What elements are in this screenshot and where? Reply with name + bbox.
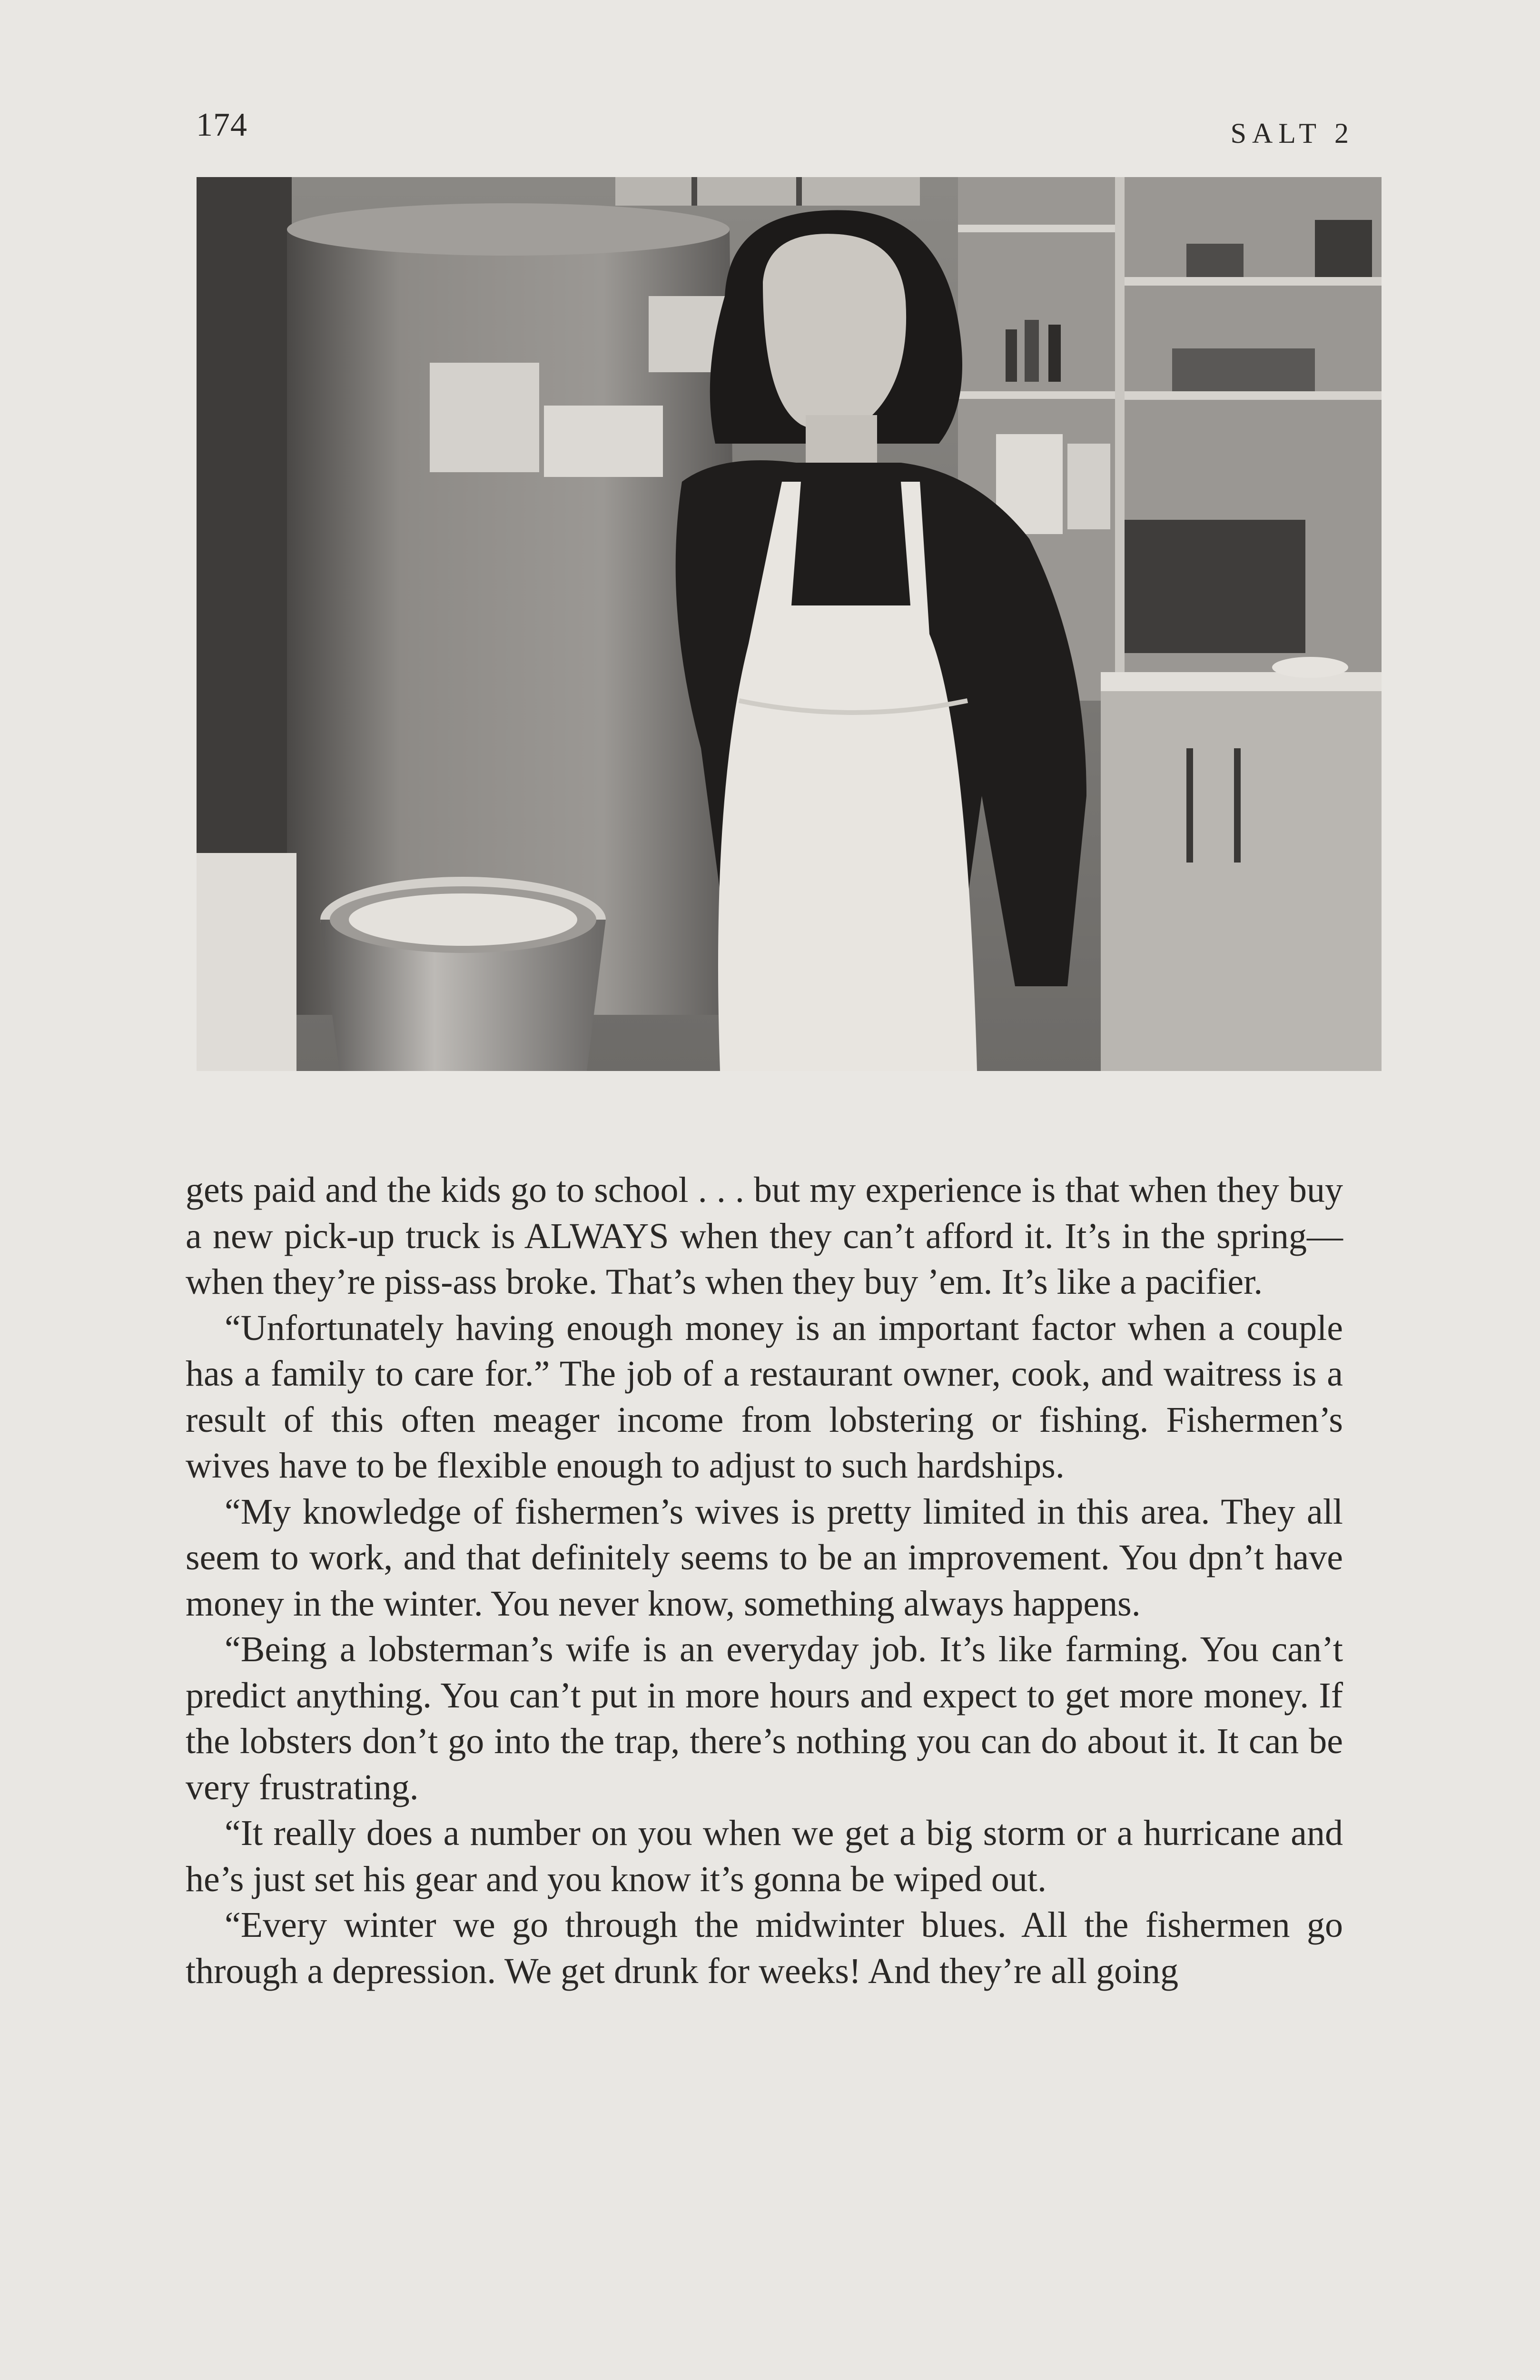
running-head: SALT 2 [1230, 118, 1354, 149]
body-text [186, 1167, 1343, 1994]
photograph-woman-in-apron-kitchen-icon [197, 177, 1382, 1071]
paragraph: “My knowledge of fishermen’s wives is pretty limited in this area. They all seem to work, and that definitely seems to be an improvement. You dpn’t have money in the winter. You never know, something always happens. [186, 1491, 1343, 1624]
paragraph: gets paid and the kids go to school . . . but my experience is that when they buy a new pick-up truck is ALWAYS when they can’t afford it. It’s in the spring—when they’re piss-ass broke. That’s when they buy ’em. It’s like a pacifier. [186, 1170, 1343, 1302]
paragraph: “Unfortunately having enough money is an important factor when a couple has a family to care for.” The job of a restaurant owner, cook, and waitress is a result of this often meager income from lobstering or fishing. Fishermen’s wives have to be flexible enough to adjust to such hardships. [186, 1308, 1343, 1486]
paragraph: “Every winter we go through the midwinter blues. All the fishermen go through a depression. We get drunk for weeks! And they’re all going [186, 1905, 1343, 1991]
paragraph: “It really does a number on you when we get a big storm or a hurricane and he’s just set his gear and you know it’s gonna be wiped out. [186, 1813, 1343, 1899]
paragraph: “Being a lobsterman’s wife is an everyday job. It’s like farming. You can’t predict anything. You can’t put in more hours and expect to get more money. If the lobsters don’t go into the trap, there’s nothing you can do about it. It can be very frustrating. [186, 1629, 1343, 1807]
photograph [197, 177, 1382, 1071]
page-number: 174 [196, 107, 247, 143]
